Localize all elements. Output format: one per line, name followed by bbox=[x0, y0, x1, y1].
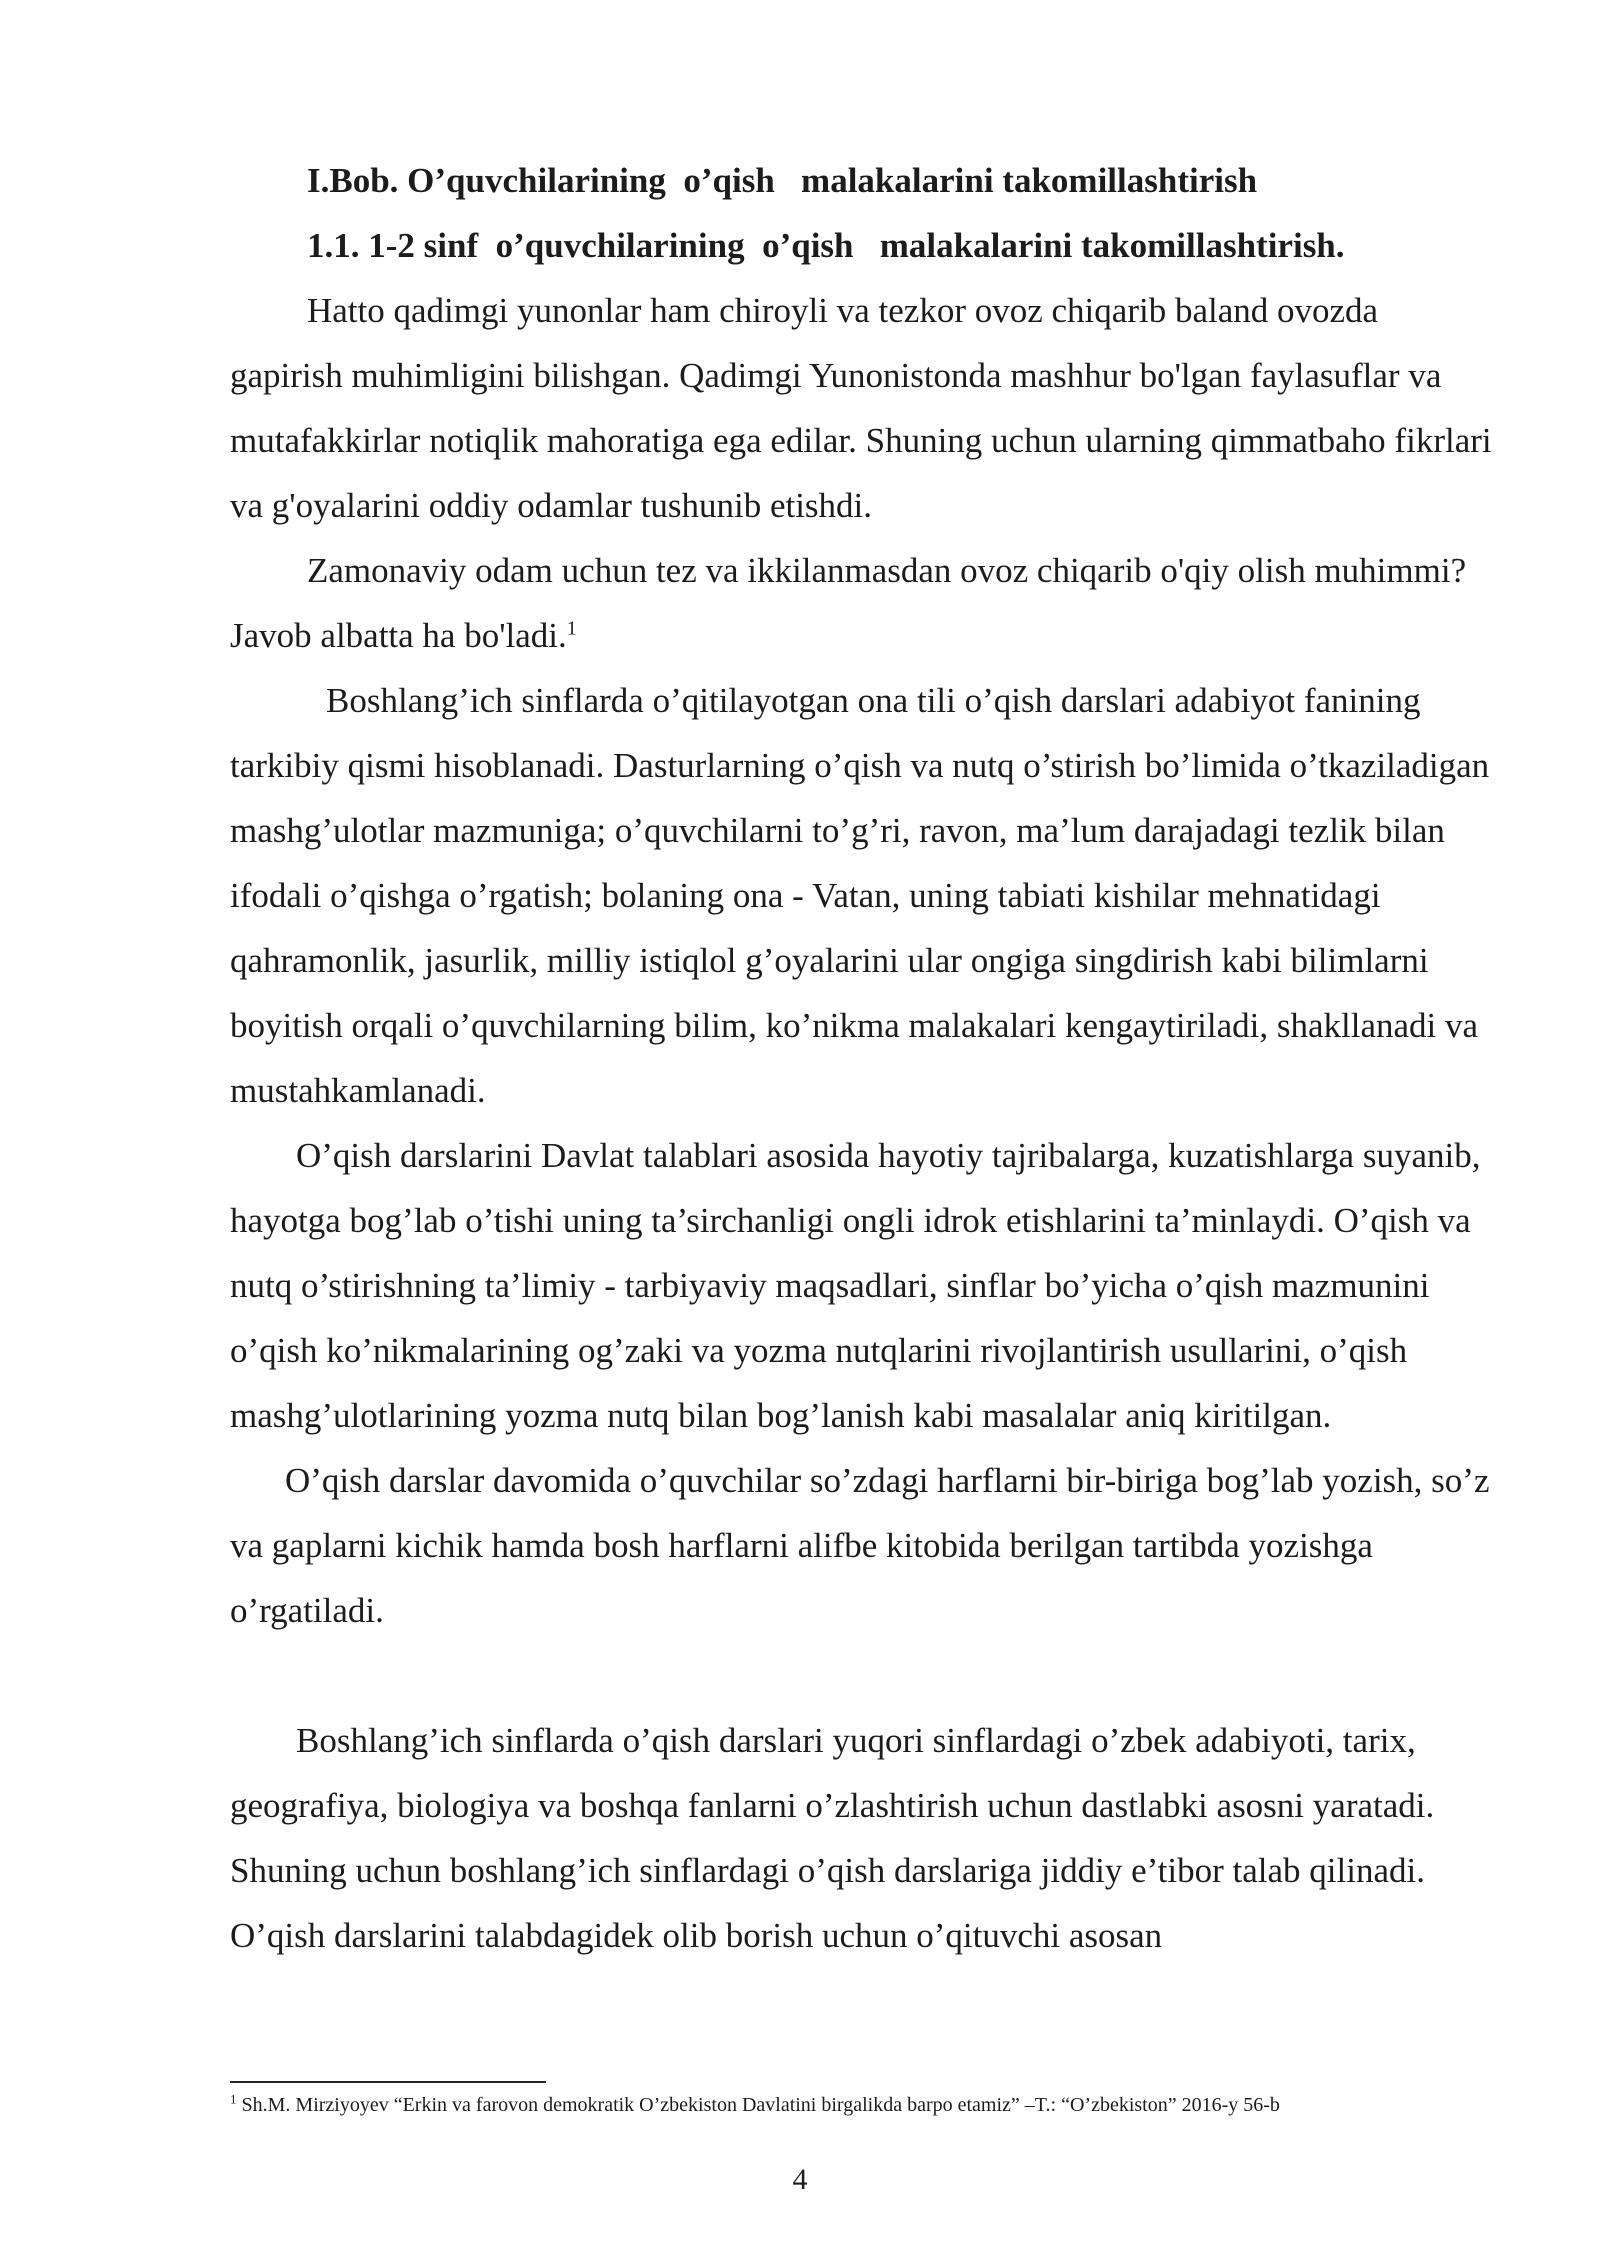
chapter-heading: I.Bob. O’quvchilarining o’qish malakalarini takomillashtirish bbox=[307, 161, 1258, 200]
footnote-separator bbox=[230, 2081, 546, 2083]
footnote-reference[interactable]: 1 bbox=[566, 617, 577, 640]
paragraph-6: Boshlang’ich sinflarda o’qish darslari yuqori sinflardagi o’zbek adabiyoti, tarix, geografiya, biologiya va boshqa fanlarni o’zlashtirish uchun dastlabki asosni yaratadi. Shuning uchun boshlang’ich sinflardagi o’qish darslariga jiddiy e’tibor talab qilinadi. O’qish darslarini talabdagidek olib borish uchun o’qituvchi asosan bbox=[230, 1721, 1435, 1955]
footnote-text: Sh.M. Mirziyoyev “Erkin va farovon demokratik O’zbekiston Davlatini birgalikda barpo etamiz” –T.: “O’zbekiston” 2016-y 56-b bbox=[241, 2094, 1280, 2116]
paragraph-2 bbox=[230, 538, 1492, 668]
paragraph-5: O’qish darslar davomida o’quvchilar so’zdagi harflarni bir-biriga bog’lab yozish, so’z va gaplarni kichik hamda bosh harflarni alifbe kitobida berilgan tartibda yozishga o’rgatiladi. bbox=[230, 1461, 1490, 1630]
paragraph-2-text: Zamonaviy odam uchun tez va ikkilanmasdan ovoz chiqarib o'qiy olish muhimmi? Javob albatta ha bo'ladi. bbox=[230, 551, 1467, 655]
paragraph-4: O’qish darslarini Davlat talablari asosida hayotiy tajribalarga, kuzatishlarga suyanib, hayotga bog’lab o’tishi uning ta’sirchanligi ongli idrok etishlarini ta’minlaydi. O’qish va nutq o’stirishning ta’limiy - tarbiyaviy maqsadlari, sinflar bo’yicha o’qish mazmunini o’qish ko’nikmalarining og’zaki va yozma nutqlarini rivojlantirish usullarini, o’qish mashg’ulotlarining yozma nutq bilan bog’lanish kabi masalalar aniq kiritilgan. bbox=[230, 1136, 1481, 1435]
page-number: 4 bbox=[792, 2163, 808, 2196]
footnote bbox=[230, 2090, 1530, 2120]
paragraph-1: Hatto qadimgi yunonlar ham chiroyli va tezkor ovoz chiqarib baland ovozda gapirish muhimligini bilishgan. Qadimgi Yunonistonda mashhur bo'lgan faylasuflar va mutafakkirlar notiqlik mahoratiga ega edilar. Shuning uchun ularning qimmatbaho fikrlari va g'oyalarini oddiy odamlar tushunib etishdi. bbox=[230, 291, 1492, 525]
paragraph-3: Boshlang’ich sinflarda o’qitilayotgan ona tili o’qish darslari adabiyot fanining tarkibiy qismi hisoblanadi. Dasturlarning o’qish va nutq o’stirish bo’limida o’tkaziladigan mashg’ulotlar mazmuniga; o’quvchilarni to’g’ri, ravon, ma’lum darajadagi tezlik bilan ifodali o’qishga o’rgatish; bolaning ona - Vatan, uning tabiati kishilar mehnatidagi qahramonlik, jasurlik, milliy istiqlol g’oyalarini ular ongiga singdirish kabi bilimlarni boyitish orqali o’quvchilarning bilim, ko’nikma malakalari kengaytiriladi, shakllanadi va mustahkamlanadi. bbox=[230, 681, 1490, 1110]
footnote-number: 1 bbox=[230, 2091, 237, 2107]
section-heading: 1.1. 1-2 sinf o’quvchilarining o’qish malakalarini takomillashtirish. bbox=[307, 226, 1345, 265]
page-body bbox=[230, 148, 1492, 1968]
